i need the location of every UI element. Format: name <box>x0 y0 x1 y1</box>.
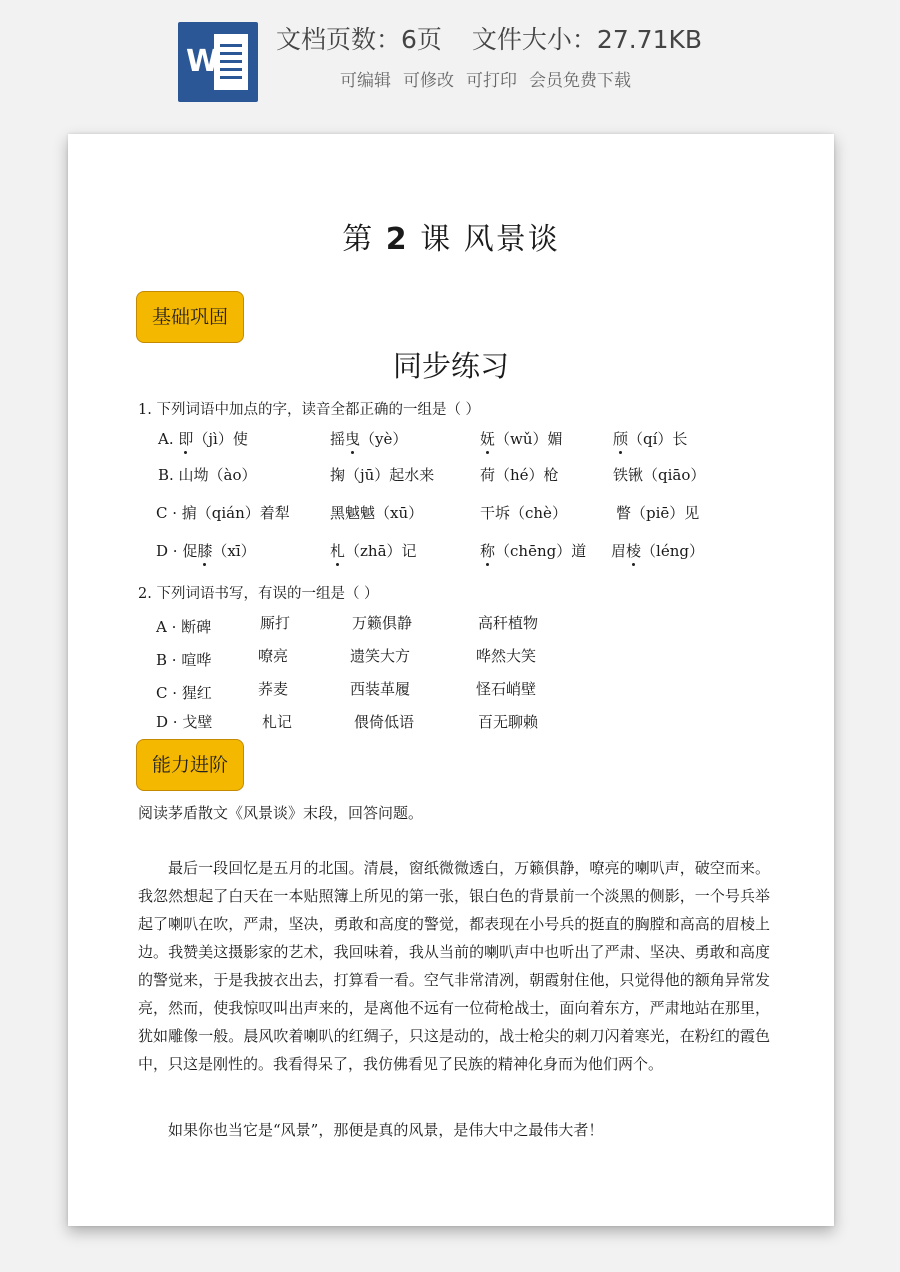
section-tag-basic: 基础巩固 <box>136 291 244 343</box>
title-prefix: 第 <box>342 222 375 257</box>
q1-option-c-1: C · 掮（qián）着犁 <box>156 504 290 522</box>
q1-option-a-1: A. 即（jì）使 <box>158 430 248 448</box>
q1-option-d-4: 眉棱（léng） <box>611 542 704 560</box>
section-tag-advanced: 能力进阶 <box>136 739 244 791</box>
document-page <box>68 134 834 1226</box>
q1-option-a-2: 摇曳（yè） <box>330 430 408 448</box>
lesson-title <box>68 214 834 258</box>
q2-option-c-4: 怪石峭壁 <box>476 680 537 698</box>
q2-option-c-1: C · 猩红 <box>156 684 212 702</box>
q2-option-a-4: 高秆植物 <box>478 614 539 632</box>
q2-option-d-3: 偎倚低语 <box>354 713 415 731</box>
word-icon-letter: W <box>186 44 220 79</box>
q1-option-d-2: 札（zhā）记 <box>330 542 417 560</box>
q2-option-d-2: 札记 <box>262 713 293 731</box>
question-2-stem: 2. 下列词语书写，有误的一组是（ ） <box>138 586 379 602</box>
q2-option-b-1: B · 喧哗 <box>156 651 212 669</box>
q1-option-d-1: D · 促膝（xī） <box>156 542 256 560</box>
file-size: 文件大小：27.71KB <box>471 25 703 54</box>
q1-option-b-3: 荷（hé）枪 <box>480 466 559 484</box>
q1-option-c-3: 干坼（chè） <box>480 504 567 522</box>
q1-option-b-1: B. 山坳（ào） <box>158 466 257 484</box>
feature-member-download: 会员免费下载 <box>529 71 631 91</box>
exercise-subtitle: 同步练习 <box>392 349 509 383</box>
q1-option-c-2: 黑魆魆（xū） <box>330 504 424 522</box>
feature-printable: 可打印 <box>466 71 517 91</box>
q1-option-c-4: 瞥（piē）见 <box>616 504 700 522</box>
q2-option-a-1: A · 断碑 <box>156 618 212 636</box>
q2-option-c-2: 荞麦 <box>258 680 289 698</box>
q1-option-a-4: 颀（qí）长 <box>613 430 688 448</box>
q2-option-d-4: 百无聊赖 <box>478 713 539 731</box>
q1-option-b-4: 铁锹（qiāo） <box>613 466 706 484</box>
q2-option-b-4: 哗然大笑 <box>476 647 537 665</box>
feature-modifiable: 可修改 <box>403 71 454 91</box>
q2-option-d-1: D · 戈壁 <box>156 713 213 731</box>
q2-option-c-3: 西装革履 <box>350 680 411 698</box>
title-text: 课 风景谈 <box>420 222 560 257</box>
q1-option-b-2: 掬（jū）起水来 <box>330 466 435 484</box>
question-1-stem: 1. 下列词语中加点的字，读音全都正确的一组是（ ） <box>138 402 481 418</box>
reading-intro: 阅读茅盾散文《风景谈》末段，回答问题。 <box>138 804 424 822</box>
q1-option-d-3: 称（chēng）道 <box>480 542 587 560</box>
q2-option-a-3: 万籁俱静 <box>352 614 413 632</box>
q2-option-b-2: 嘹亮 <box>258 647 289 665</box>
q2-option-b-3: 遗笑大方 <box>350 647 411 665</box>
q2-option-a-2: 厮打 <box>260 614 291 632</box>
page-count: 文档页数：6页 <box>276 25 442 54</box>
title-number: 2 <box>385 222 409 257</box>
doc-features <box>340 66 631 91</box>
doc-stats <box>276 20 702 60</box>
doc-info-header <box>0 0 900 120</box>
q1-option-a-3: 妩（wǔ）媚 <box>480 430 563 448</box>
feature-editable: 可编辑 <box>340 71 391 91</box>
reading-passage: 最后一段回忆是五月的北国。清晨，窗纸微微透白，万籁俱静，嘹亮的喇叭声，破空而来。我忽然想起了白天在一本贴照簿上所见的第一张，银白色的背景前一个淡黑的侧影，一个号兵举起了喇叭在吹，严肃，坚决，勇敢和高度的警觉，都表现在小号兵的挺直的胸膛和高高的眉棱上边。我赞美这摄影家的艺术，我回味着，我从当前的喇叭声中也听出了严肃、坚决、勇敢和高度的警觉来，于是我披衣出去，打算看一看。空气非常清冽，朝霞射住他，只觉得他的额角异常发亮，然而，使我惊叹叫出声来的，是离他不远有一位荷枪战士，面向着东方，严肃地站在那里，犹如雕像一般。晨风吹着喇叭的红绸子，只这是动的，战士枪尖的刺刀闪着寒光，在粉红的霞色中，只这是刚性的。我看得呆了，我仿佛看见了民族的精神化身而为他们两个。 <box>138 859 770 1073</box>
word-document-icon <box>178 22 258 102</box>
closing-sentence: 如果你也当它是“风景”，那便是真的风景，是伟大中之最伟大者！ <box>168 1121 604 1139</box>
